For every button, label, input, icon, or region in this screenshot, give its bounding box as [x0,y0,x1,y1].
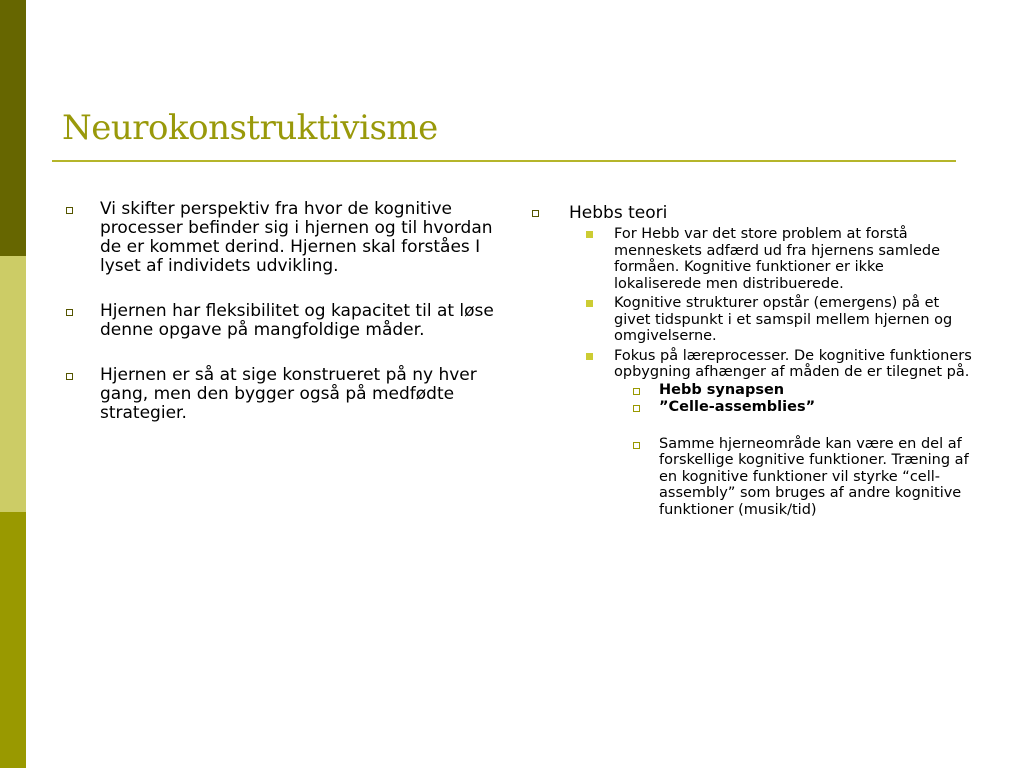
filled-square-bullet-icon [586,231,593,238]
square-bullet-icon [633,442,640,449]
filled-square-bullet-icon [586,353,593,360]
list-item [66,200,506,276]
sub-list-item [532,295,972,345]
bullet-text: Hjernen har fleksibilitet og kapacitet til at løse denne opgave på mangfoldige måder. [100,301,494,340]
square-bullet-icon [633,405,640,412]
square-bullet-icon [633,388,640,395]
list-item [66,366,506,423]
left-bullet-list [66,200,506,449]
section-heading: Hebbs teori [569,203,668,223]
sidebar-block-top [0,0,26,256]
sub-list-item [532,348,972,519]
bullet-text: Vi skifter perspektiv fra hvor de kognitive processer befinder sig i hjernen og til hvordan de er kommet derind. Hjernen skal forståes I lyset af individets udvikling. [100,199,493,276]
square-bullet-icon [66,373,73,380]
sub-sub-bullet-text: ”Celle-assemblies” [659,399,816,415]
sub-bullet-text: For Hebb var det store problem at forstå menneskets adfærd ud fra hjernens samlede formåen. Kognitive funktioner er ikke lokaliserede men distribuerede. [614,226,941,292]
sidebar-decoration [0,0,26,768]
sidebar-block-bottom [0,512,26,768]
right-bullet-list [532,203,972,521]
list-item [66,302,506,340]
sub-bullet-list [532,226,972,518]
sub-sub-list-item [532,399,972,416]
sidebar-block-middle [0,256,26,512]
sub-bullet-text: Kognitive strukturer opstår (emergens) på et givet tidspunkt i et samspil mellem hjernen og omgivelserne. [614,295,953,344]
title-divider [52,160,956,162]
square-bullet-icon [66,207,73,214]
square-bullet-icon [532,210,539,217]
filled-square-bullet-icon [586,300,593,307]
sub-sub-list-item [532,382,972,399]
square-bullet-icon [66,309,73,316]
sub-list-item [532,226,972,292]
sub-sub-list-item [532,436,972,519]
sub-bullet-text: Fokus på læreprocesser. De kognitive funktioners opbygning afhænger af måden de er tilegnet på. [614,347,972,380]
sub-sub-bullet-list [532,382,972,519]
sub-sub-bullet-text: Hebb synapsen [659,381,785,398]
slide-title: Neurokonstruktivisme [62,108,438,148]
list-item-hebbs-teori [532,203,972,518]
sub-sub-bullet-text: Samme hjerneområde kan være en del af forskellige kognitive funktioner. Træning af en kognitive funktioner vil styrke “cell-assembly” som bruges af andre kognitive funktioner (musik/tid) [659,435,969,518]
bullet-text: Hjernen er så at sige konstrueret på ny hver gang, men den bygger også på medfødte strategier. [100,365,477,423]
